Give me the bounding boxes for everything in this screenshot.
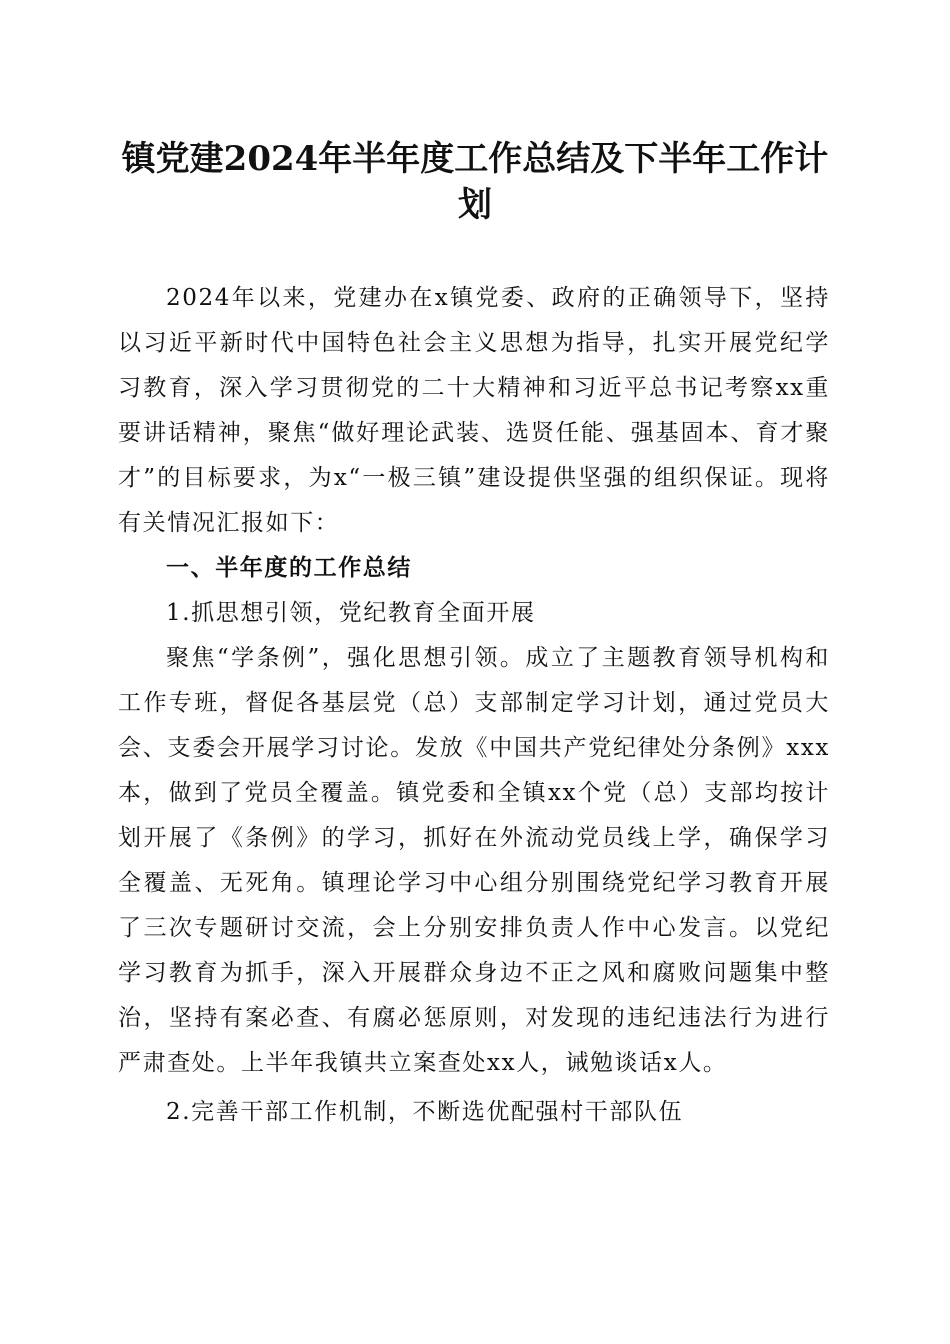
document-title: 镇党建2024年半年度工作总结及下半年工作计划 (121, 139, 829, 225)
section-heading-summary: 一、半年度的工作总结 (166, 555, 412, 581)
item-paragraph-1: 聚焦“学条例”，强化思想引领。成立了主题教育领导机构和工作专班，督促各基层党（总）支部制定学习计划，通过党员大会、支委会开展学习讨论。发放《中国共产党纪律处分条例》xxx本，做到了党员全覆盖。镇党委和全镇xx个党（总）支部均按计划开展了《条例》的学习，抓好在外流动党员线上学，确保学习全覆盖、无死角。镇理论学习中心组分别围绕党纪学习教育开展了三次专题研讨交流，会上分别安排负责人作中心发言。以党纪学习教育为抓手，深入开展群众身边不正之风和腐败问题集中整治，坚持有案必查、有腐必惩原则，对发现的违纪违法行为进行严肃查处。上半年我镇共立案查处xx人，诫勉谈话x人。 (118, 645, 830, 1076)
item-heading-1: 1.抓思想引领，党纪教育全面开展 (166, 600, 536, 626)
item-heading-2: 2.完善干部工作机制，不断选优配强村干部队伍 (166, 1099, 684, 1125)
intro-paragraph: 2024年以来，党建办在x镇党委、政府的正确领导下，坚持以习近平新时代中国特色社会主义思想为指导，扎实开展党纪学习教育，深入学习贯彻党的二十大精神和习近平总书记考察xx重要讲话精神，聚焦“做好理论武装、选贤任能、强基固本、育才聚才”的目标要求，为x“一极三镇”建设提供坚强的组织保证。现将有关情况汇报如下： (118, 285, 830, 536)
document-body (118, 276, 830, 1135)
